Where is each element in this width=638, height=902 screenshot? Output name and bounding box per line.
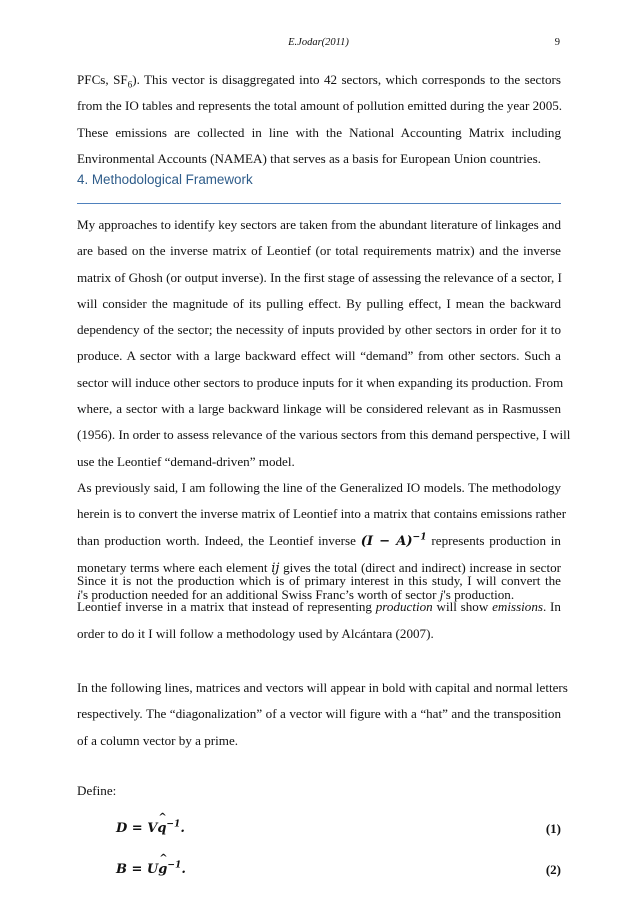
text-line: Leontief inverse in a matrix that instead of representing production will show emissions. In: [77, 599, 561, 615]
text-line: Since it is not the production which is of primary interest in this study, I will convert the: [77, 573, 561, 588]
equation-1: D = V^ $q^{-1}$. (1): [116, 821, 561, 841]
text-line: will consider the magnitude of its pulling effect. By pulling effect, I mean the backward: [77, 295, 561, 311]
section-divider: [77, 203, 561, 204]
text-line: respectively. The “diagonalization” of a vector will figure with a “hat” and the transposition: [77, 706, 561, 722]
running-header: [77, 37, 560, 51]
element-ij: ij: [271, 560, 280, 576]
define-label: Define:: [77, 783, 117, 798]
text-line: (1956). In order to assess relevance of the various sectors from this demand perspective, I will: [77, 427, 571, 443]
text-line: Environmental Accounts (NAMEA) that serves as a basis for European Union countries.: [77, 150, 541, 166]
paragraph-emissions-vector: [77, 67, 561, 172]
equation-number: (2): [545, 862, 561, 877]
text-line: where, a sector with a large backward linkage will be considered relevant as in Rasmussen: [77, 401, 561, 417]
paragraph-conversion: [77, 568, 561, 647]
equation-number: (1): [545, 821, 561, 836]
text-line: As previously said, I am following the line of the Generalized IO models. The methodology: [77, 480, 561, 495]
text-line: monetary terms where each element ij gives the total (direct and indirect) increase in sector: [77, 559, 561, 576]
text-line: PFCs, $SF_6$). This vector is disaggregated into 42 sectors, which corresponds to the sectors: [77, 72, 561, 90]
text-line: of a column vector by a prime.: [77, 732, 239, 748]
text-line: My approaches to identify key sectors are taken from the abundant literature of linkages and: [77, 217, 561, 232]
leontief-inverse-formula: $(I - A)^{-1}$: [360, 531, 427, 549]
paragraph-approach: [77, 212, 571, 475]
text-line: dependency of the sector; the necessity of inputs provided by other sectors in order for it to: [77, 322, 561, 338]
text-line: i's production needed for an additional Swiss Franc’s worth of sector j's production.: [77, 587, 515, 603]
text-line: herein is to convert the inverse matrix of Leontief into a matrix that contains emissions rather: [77, 506, 567, 522]
equation-2: B = U^ $g^{-1}$. (2): [116, 862, 561, 882]
text-line: than production worth. Indeed, the Leontief inverse $(I - A)^{-1}$ represents production in: [77, 531, 561, 549]
text-line: In the following lines, matrices and vectors will appear in bold with capital and normal letters: [77, 680, 568, 695]
section-heading: 4. Methodological Framework: [77, 172, 253, 187]
text-line: use the Leontief “demand-driven” model.: [77, 453, 295, 469]
text-line: order to do it I will follow a methodology used by Alcántara (2007).: [77, 625, 434, 641]
text-line: These emissions are collected in line with the National Accounting Matrix including: [77, 124, 561, 140]
text-line: matrix of Ghosh (or output inverse). In the first stage of assessing the relevance of a sector, I: [77, 269, 562, 285]
paragraph-notation: [77, 675, 568, 754]
text-line: are based on the inverse matrix of Leontief (or total requirements matrix) and the inverse: [77, 243, 561, 259]
running-title: E.Jodar(2011): [288, 37, 349, 48]
text-line: produce. A sector with a large backward effect will “demand” from other sectors. Such a: [77, 348, 561, 364]
page-number: 9: [554, 37, 560, 48]
text-line: from the IO tables and represents the total amount of pollution emitted during the year 2005.: [77, 98, 563, 114]
text-line: sector will induce other sectors to produce inputs for it when expanding its production. From: [77, 374, 564, 390]
